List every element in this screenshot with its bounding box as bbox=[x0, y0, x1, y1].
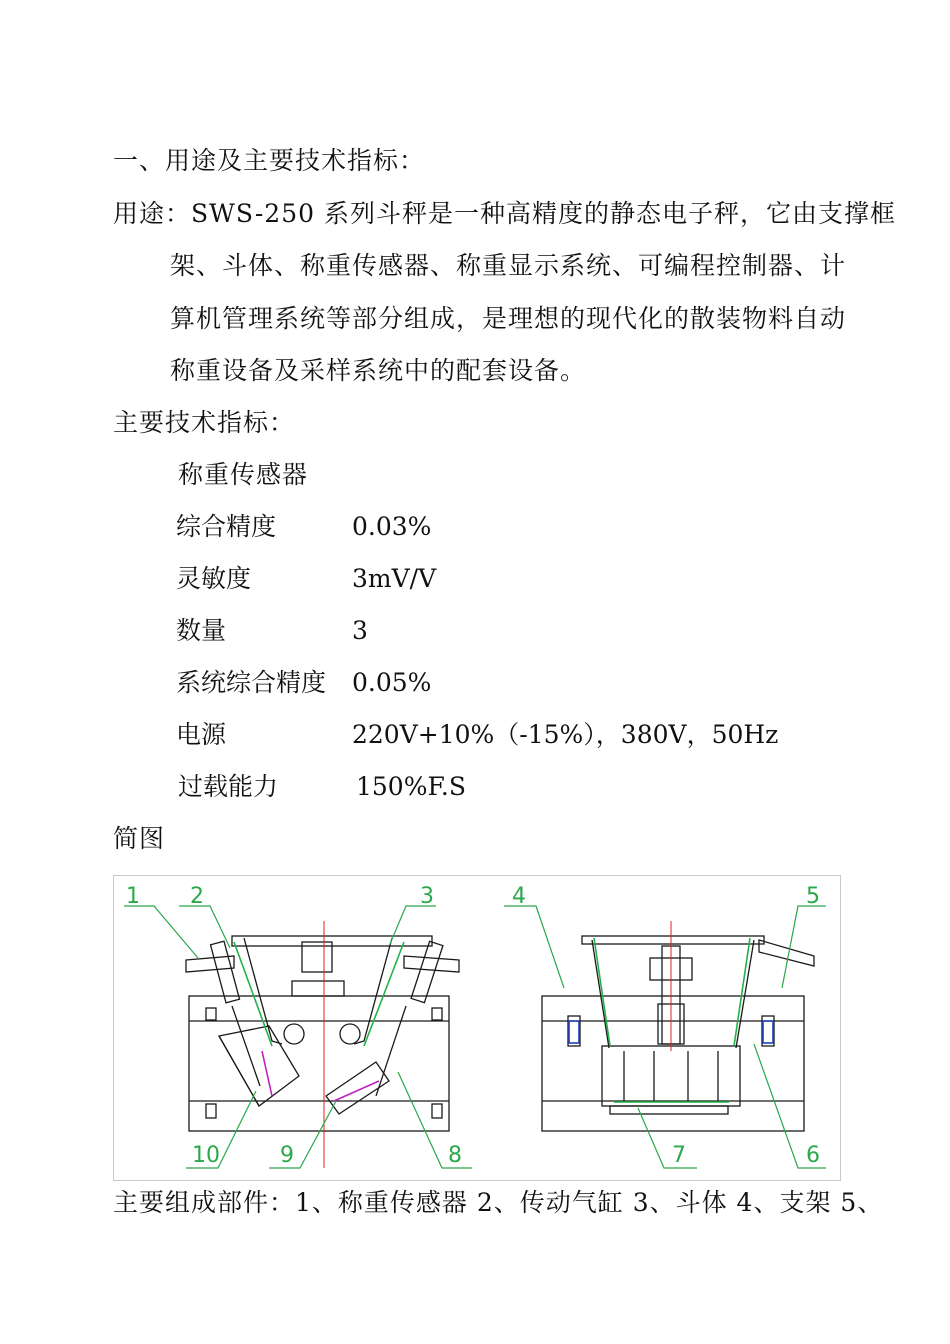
spec-value: 3 bbox=[352, 616, 368, 645]
callout-label: 5 bbox=[806, 884, 820, 909]
callout-label: 2 bbox=[190, 884, 204, 909]
right-hopper-box bbox=[602, 1046, 740, 1106]
usage-line-2: 架、斗体、称重传感器、称重显示系统、可编程控制器、计 bbox=[170, 251, 847, 280]
callout-label: 9 bbox=[280, 1143, 294, 1168]
callout-label: 4 bbox=[512, 884, 526, 909]
spec-label: 系统综合精度 bbox=[176, 668, 327, 697]
callout-label: 7 bbox=[672, 1143, 686, 1168]
section-heading: 一、用途及主要技术指标： bbox=[113, 146, 426, 175]
spec-label: 灵敏度 bbox=[176, 564, 252, 593]
usage-line-3: 算机管理系统等部分组成，是理想的现代化的散装物料自动 bbox=[170, 304, 847, 333]
specs-heading: 主要技术指标： bbox=[113, 408, 296, 437]
left-gate bbox=[219, 1026, 299, 1106]
left-top-plate bbox=[186, 956, 234, 972]
spec-value: 0.05% bbox=[352, 668, 432, 697]
spec-value: 220V+10%（-15%），380V，50Hz bbox=[352, 720, 779, 749]
right-gate bbox=[326, 1062, 389, 1114]
spec-label: 数量 bbox=[176, 616, 227, 645]
spec-value: 150%F.S bbox=[356, 772, 466, 801]
usage-line-1: 用途：SWS-250 系列斗秤是一种高精度的静态电子秤，它由支撑框 bbox=[113, 199, 896, 228]
components-line: 主要组成部件：1、称重传感器 2、传动气缸 3、斗体 4、支架 5、 bbox=[113, 1188, 884, 1217]
left-view bbox=[186, 936, 459, 1131]
spec-value: 0.03% bbox=[352, 512, 432, 541]
callout-label: 10 bbox=[192, 1143, 220, 1168]
callout-label: 6 bbox=[806, 1143, 820, 1168]
spec-label: 综合精度 bbox=[176, 512, 277, 541]
callout-label: 3 bbox=[420, 884, 434, 909]
callout-label: 1 bbox=[126, 884, 140, 909]
schematic-drawing bbox=[114, 876, 840, 1180]
left-frame bbox=[189, 996, 449, 1131]
usage-line-4: 称重设备及采样系统中的配套设备。 bbox=[170, 356, 587, 385]
spec-label: 过载能力 bbox=[178, 772, 279, 801]
sensor-heading: 称重传感器 bbox=[178, 460, 309, 489]
spec-value: 3mV/V bbox=[352, 564, 437, 593]
figure-heading: 简图 bbox=[113, 824, 166, 853]
spec-label: 电源 bbox=[176, 720, 227, 749]
callout-label: 8 bbox=[448, 1143, 462, 1168]
schematic-figure bbox=[113, 875, 841, 1181]
